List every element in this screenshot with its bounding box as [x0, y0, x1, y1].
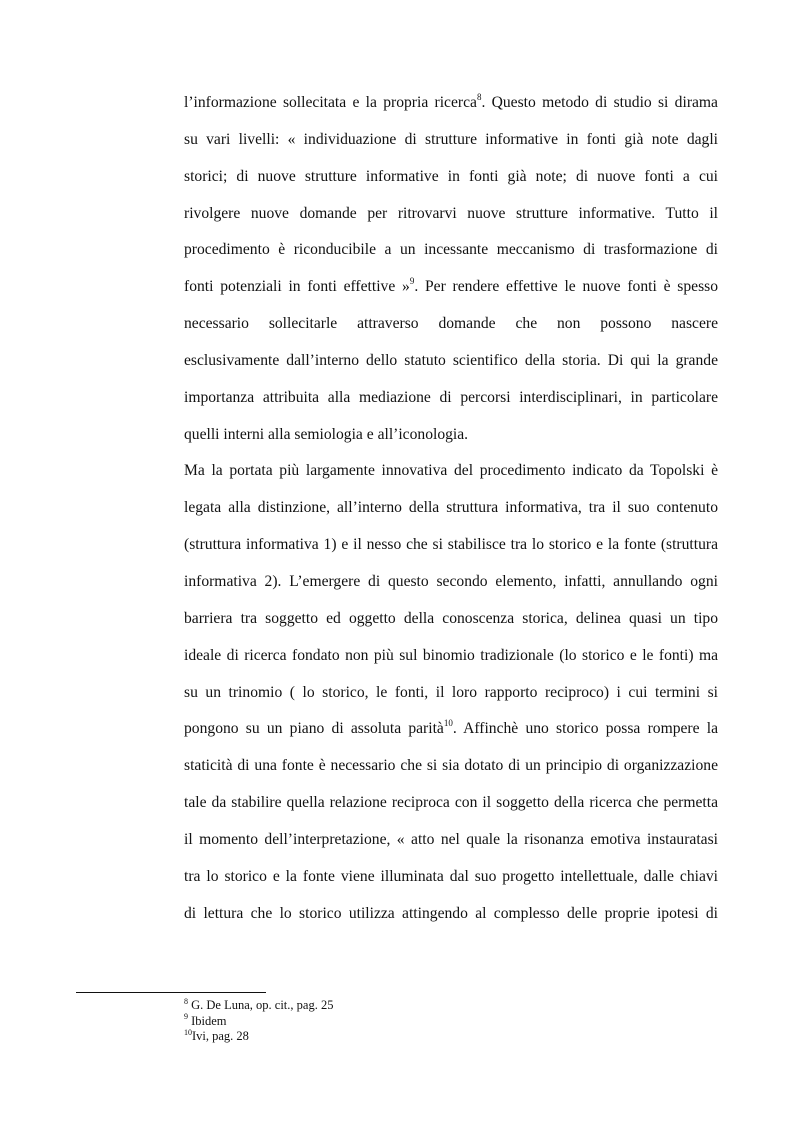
text-line-20: tale da stabilire quella relazione reciproca con il soggetto della ricerca che permetta [184, 794, 718, 812]
footnote-10: $^{10}$Ivi, pag. 28 [184, 1027, 249, 1043]
footnote-8: $^8$ G. De Luna, op. cit., pag. 25 [184, 996, 334, 1012]
text-line-5: procedimento è riconducibile a un incessante meccanismo di trasformazione di [184, 241, 718, 259]
text-line-19: staticità di una fonte è necessario che si sia dotato di un principio di organizzazione [184, 757, 718, 775]
text-line-2: su vari livelli: « individuazione di strutture informative in fonti già note dagli [184, 130, 718, 148]
text-line-6: fonti potenziali in fonti effettive »$^9$. Per rendere effettive le nuove fonti è spesso [184, 276, 718, 296]
footnotes [184, 998, 333, 1045]
text-line-1: l’informazione sollecitata e la propria ricerca$^8$. Questo metodo di studio si dirama [184, 91, 718, 111]
text-line-22: tra lo storico e la fonte viene illuminata dal suo progetto intellettuale, dalle chiavi [184, 867, 718, 885]
text-line-12: legata alla distinzione, all’interno della struttura informativa, tra il suo contenuto [184, 499, 718, 517]
footnote-ref-10[interactable]: 10 [443, 718, 453, 729]
footnote-9: $^9$ Ibidem [184, 1012, 227, 1028]
text-line-14: informativa 2). L’emergere di questo secondo elemento, infatti, annullando ogni [184, 572, 718, 590]
text-line-8: esclusivamente dall’interno dello statuto scientifico della storia. Di qui la grande [184, 351, 718, 369]
text-line-16: ideale di ricerca fondato non più sul binomio tradizionale (lo storico e le fonti) ma [184, 646, 718, 664]
footnote-separator [76, 992, 266, 993]
text-line-17: su un trinomio ( lo storico, le fonti, il loro rapporto reciproco) i cui termini si [184, 683, 718, 701]
text-line-3: storici; di nuove strutture informative in fonti già note; di nuove fonti a cui [184, 167, 718, 185]
text-line-15: barriera tra soggetto ed oggetto della conoscenza storica, delinea quasi un tipo [184, 609, 718, 627]
text-line-7: necessario sollecitarle attraverso domande che non possono nascere [184, 315, 718, 333]
text-line-18: pongono su un piano di assoluta parità$^{10}$. Affinchè uno storico possa rompere la [184, 718, 718, 738]
body-text [184, 85, 718, 932]
text-line-11: Ma la portata più largamente innovativa del procedimento indicato da Topolski è [184, 462, 718, 480]
text-line-13: (struttura informativa 1) e il nesso che si stabilisce tra lo storico e la fonte (struttura [184, 536, 718, 554]
footnote-ref-8[interactable]: 8 [476, 91, 482, 102]
text-line-9: importanza attribuita alla mediazione di percorsi interdisciplinari, in particolare [184, 388, 718, 406]
text-line-23: di lettura che lo storico utilizza attingendo al complesso delle proprie ipotesi di [184, 904, 718, 922]
text-line-4: rivolgere nuove domande per ritrovarvi nuove strutture informative. Tutto il [184, 204, 718, 222]
text-line-10: quelli interni alla semiologia e all’iconologia. [184, 425, 469, 443]
footnote-ref-9[interactable]: 9 [409, 276, 415, 287]
text-line-21: il momento dell’interpretazione, « atto nel quale la risonanza emotiva instauratasi [184, 830, 718, 848]
